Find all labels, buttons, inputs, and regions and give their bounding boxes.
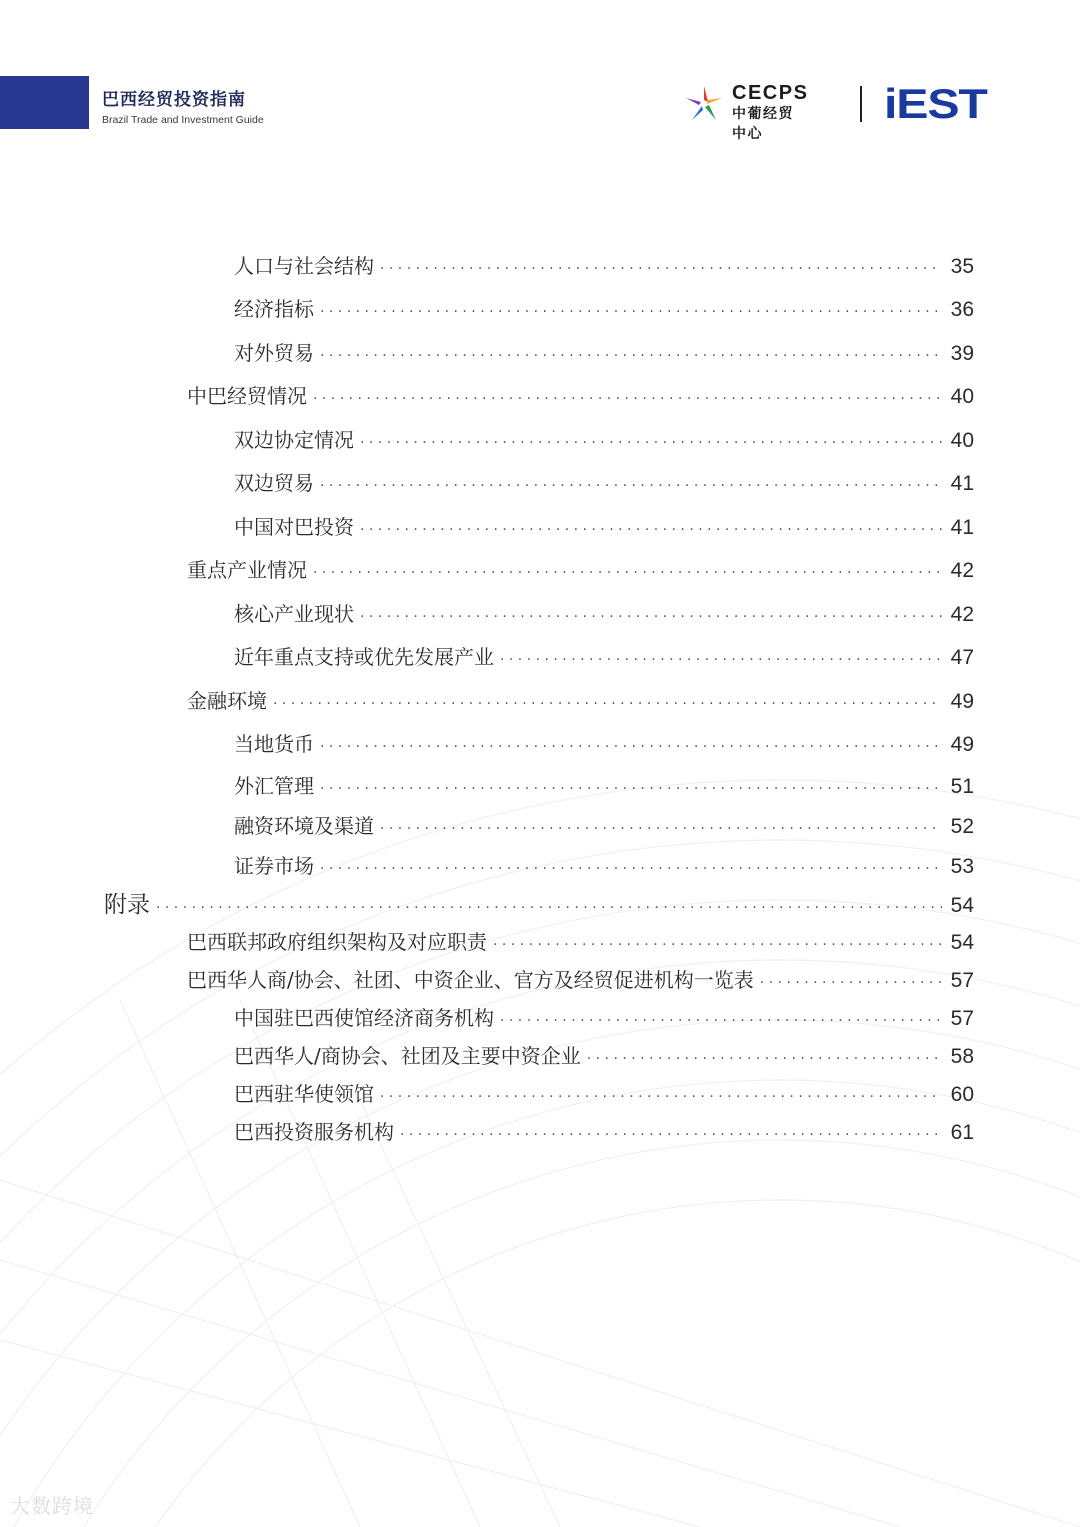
toc-entry-title: 中国对巴投资 (234, 515, 354, 539)
toc-leader-dots (320, 861, 942, 877)
toc-chapter-entry[interactable] (104, 886, 974, 919)
watermark-text: 大数跨境 (10, 1494, 94, 1518)
toc-page-number: 51 (950, 775, 974, 798)
toc-page-number: 57 (950, 969, 974, 992)
toc-page-number: 60 (950, 1083, 974, 1106)
toc-leader-dots (587, 1051, 942, 1067)
toc-page-number: 35 (950, 255, 974, 278)
cecps-star-icon (684, 84, 724, 124)
toc-entry-title: 经济指标 (234, 297, 314, 321)
toc-entry[interactable] (234, 250, 974, 279)
document-header (102, 85, 264, 126)
toc-entry-title: 巴西驻华使领馆 (234, 1082, 374, 1106)
toc-entry[interactable] (234, 1078, 974, 1107)
toc-entry[interactable] (234, 598, 974, 627)
toc-entry-title: 近年重点支持或优先发展产业 (234, 645, 494, 669)
toc-leader-dots (380, 821, 942, 837)
toc-entry-title: 巴西联邦政府组织架构及对应职责 (187, 930, 487, 954)
toc-page-number: 49 (950, 733, 974, 756)
toc-leader-dots (156, 900, 942, 916)
toc-page-number: 42 (950, 603, 974, 626)
toc-page-number: 36 (950, 298, 974, 321)
toc-entry-title: 巴西华人商/协会、社团、中资企业、官方及经贸促进机构一览表 (187, 968, 754, 992)
toc-leader-dots (493, 937, 942, 953)
toc-page-number: 39 (950, 342, 974, 365)
toc-entry[interactable] (234, 1002, 974, 1031)
toc-entry-title: 融资环境及渠道 (234, 814, 374, 838)
toc-section-entry[interactable] (187, 554, 974, 583)
toc-entry-title: 巴西华人/商协会、社团及主要中资企业 (234, 1044, 581, 1068)
toc-section-entry[interactable] (187, 926, 974, 955)
toc-leader-dots (380, 1089, 942, 1105)
toc-leader-dots (320, 781, 942, 797)
toc-page-number: 40 (950, 429, 974, 452)
toc-leader-dots (380, 261, 942, 277)
toc-page-number: 41 (950, 516, 974, 539)
toc-leader-dots (320, 348, 942, 364)
toc-entry-title: 人口与社会结构 (234, 254, 374, 278)
toc-entry-title: 中巴经贸情况 (187, 384, 307, 408)
toc-page-number: 41 (950, 472, 974, 495)
toc-entry[interactable] (234, 511, 974, 540)
iest-logo: iEST (884, 80, 987, 127)
toc-entry[interactable] (234, 424, 974, 453)
logo-divider (860, 86, 862, 122)
toc-page-number: 42 (950, 559, 974, 582)
toc-entry-title: 当地货币 (234, 732, 314, 756)
toc-page-number: 49 (950, 690, 974, 713)
toc-entry-title: 重点产业情况 (187, 558, 307, 582)
toc-entry-title: 巴西投资服务机构 (234, 1120, 394, 1144)
toc-page-number: 58 (950, 1045, 974, 1068)
toc-leader-dots (313, 391, 942, 407)
toc-entry[interactable] (234, 1116, 974, 1145)
toc-section-entry[interactable] (187, 380, 974, 409)
document-title-cn: 巴西经贸投资指南 (102, 90, 246, 110)
toc-entry-title: 双边贸易 (234, 471, 314, 495)
toc-page-number: 40 (950, 385, 974, 408)
toc-leader-dots (360, 522, 942, 538)
header-accent-bar (0, 76, 89, 129)
toc-entry[interactable] (234, 770, 974, 799)
toc-leader-dots (320, 739, 942, 755)
cecps-wordmark (732, 82, 808, 144)
toc-section-entry[interactable] (187, 964, 974, 993)
toc-entry[interactable] (234, 728, 974, 757)
toc-page-number: 52 (950, 815, 974, 838)
toc-entry-title: 对外贸易 (234, 341, 314, 365)
toc-leader-dots (320, 478, 942, 494)
cecps-name-cn: 中葡经贸中心 (732, 106, 794, 142)
toc-entry[interactable] (234, 293, 974, 322)
toc-entry-title: 外汇管理 (234, 774, 314, 798)
toc-entry-title: 中国驻巴西使馆经济商务机构 (234, 1006, 494, 1030)
toc-leader-dots (400, 1127, 942, 1143)
toc-page-number: 54 (950, 931, 974, 954)
toc-page-number: 47 (950, 646, 974, 669)
toc-leader-dots (500, 652, 942, 668)
toc-entry[interactable] (234, 1040, 974, 1069)
document-title-en: Brazil Trade and Investment Guide (102, 114, 264, 126)
toc-entry[interactable] (234, 337, 974, 366)
toc-entry-title: 附录 (104, 892, 150, 918)
toc-leader-dots (320, 304, 942, 320)
toc-entry[interactable] (234, 641, 974, 670)
toc-page-number: 61 (950, 1121, 974, 1144)
cecps-name: CECPS (732, 82, 809, 104)
toc-page-number: 53 (950, 855, 974, 878)
toc-entry-title: 证券市场 (234, 854, 314, 878)
toc-entry-title: 金融环境 (187, 689, 267, 713)
toc-leader-dots (760, 975, 942, 991)
toc-page-number: 54 (950, 894, 974, 917)
toc-entry[interactable] (234, 467, 974, 496)
toc-entry[interactable] (234, 810, 974, 839)
toc-leader-dots (500, 1013, 942, 1029)
toc-page-number: 57 (950, 1007, 974, 1030)
toc-entry-title: 双边协定情况 (234, 428, 354, 452)
toc-section-entry[interactable] (187, 685, 974, 714)
toc-leader-dots (273, 696, 942, 712)
toc-entry-title: 核心产业现状 (234, 602, 354, 626)
toc-leader-dots (360, 435, 942, 451)
toc-entry[interactable] (234, 850, 974, 879)
toc-leader-dots (360, 609, 942, 625)
toc-leader-dots (313, 565, 942, 581)
